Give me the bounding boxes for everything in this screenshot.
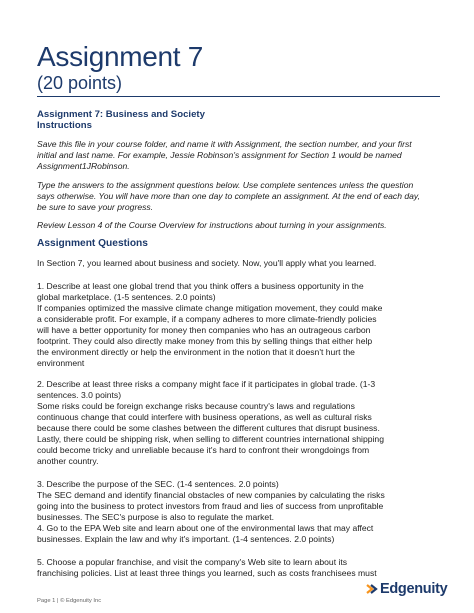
text-line: the environment directly or help the environment in the notion that it doesn't hurt the	[37, 347, 355, 357]
text-line: another country.	[37, 456, 99, 466]
questions-heading: Assignment Questions	[37, 238, 148, 249]
text-line: Some risks could be foreign exchange risks because country's laws and regulations	[37, 401, 355, 411]
logo-text: Edgenuity	[380, 581, 448, 597]
text-line: Assignment1JRobinson.	[37, 161, 130, 171]
text-line: sentences. 3.0 points)	[37, 390, 122, 400]
question-1-block	[37, 281, 447, 369]
text-line: 4. Go to the EPA Web site and learn about one of the environmental laws that may affect	[37, 523, 374, 533]
text-line: because there could be some clashes between the different cultures that disrupt business.	[37, 423, 380, 433]
text-line: environment	[37, 358, 85, 368]
question-5-block	[37, 557, 447, 579]
text-line: says otherwise. You will have more than one day to complete an assignment. At the end of each day,	[37, 191, 420, 201]
text-line: initial and last name. For example, Jessie Robinson's assignment for Section 1 would be named	[37, 150, 402, 160]
type-answers-paragraph	[37, 180, 447, 213]
page-footer: Page 1 | © Edgenuity Inc	[37, 598, 102, 604]
text-line: 1. Describe at least one global trend that you think offers a business opportunity in the	[37, 281, 364, 291]
title-divider	[37, 96, 440, 97]
text-line: businesses. Explain the law and why it's important. (1-4 sentences. 2.0 points)	[37, 534, 335, 544]
review-line: Review Lesson 4 of the Course Overview for instructions about turning in your assignments.	[37, 220, 387, 230]
text-line: could become tricky and unreliable because it's hard to confront their wrongdoings from	[37, 445, 370, 455]
text-line: franchising policies. List at least three things you learned, such as costs franchisees must	[37, 568, 377, 578]
page-title: Assignment 7	[37, 41, 204, 72]
instructions-paragraph	[37, 139, 447, 172]
assignment-subheading: Assignment 7: Business and Society	[37, 109, 205, 120]
text-line: Lastly, there could be shipping risk, when selling to different countries international shipping	[37, 434, 384, 444]
instructions-heading: Instructions	[37, 120, 92, 131]
text-line: If companies optimized the massive climate change mitigation movement, they could make	[37, 303, 383, 313]
text-line: going into the business to protect investors from fraud and lies of success from unprofitable	[37, 501, 384, 511]
review-paragraph	[37, 220, 447, 231]
text-line: The SEC demand and identify financial obstacles of new companies by calculating the risks	[37, 490, 385, 500]
text-line: a considerable profit. For example, if a company adheres to more climate-friendly policies	[37, 314, 377, 324]
text-line: Save this file in your course folder, and name it with Assignment, the section number, and your first	[37, 139, 412, 149]
intro-line: In Section 7, you learned about business and society. Now, you'll apply what you learned.	[37, 258, 377, 268]
text-line: 5. Choose a popular franchise, and visit the company's Web site to learn about its	[37, 557, 348, 567]
text-line: be sure to save your progress.	[37, 202, 154, 212]
text-line: Type the answers to the assignment questions below. Use complete sentences unless the question	[37, 180, 414, 190]
text-line: 3. Describe the purpose of the SEC. (1-4 sentences. 2.0 points)	[37, 479, 279, 489]
text-line: global marketplace. (1-5 sentences. 2.0 points)	[37, 292, 216, 302]
question-3-4-block	[37, 479, 447, 545]
text-line: footprint. They could also directly make money from this by selling things that either help	[37, 336, 373, 346]
text-line: will have a better opportunity for money then companies who has an outrageous carbon	[37, 325, 371, 335]
text-line: businesses. The SEC's purpose is also to regulate the market.	[37, 512, 274, 522]
edgenuity-logo	[366, 580, 447, 598]
text-line: 2. Describe at least three risks a company might face if it participates in global trade. (1-3	[37, 379, 376, 389]
question-2-block	[37, 379, 447, 467]
text-line: continuous change that could interfere with business operations, as well as cultural risks	[37, 412, 372, 422]
edgenuity-mark-icon	[366, 583, 378, 595]
points-subtitle: (20 points)	[37, 73, 123, 93]
intro-paragraph	[37, 258, 447, 269]
